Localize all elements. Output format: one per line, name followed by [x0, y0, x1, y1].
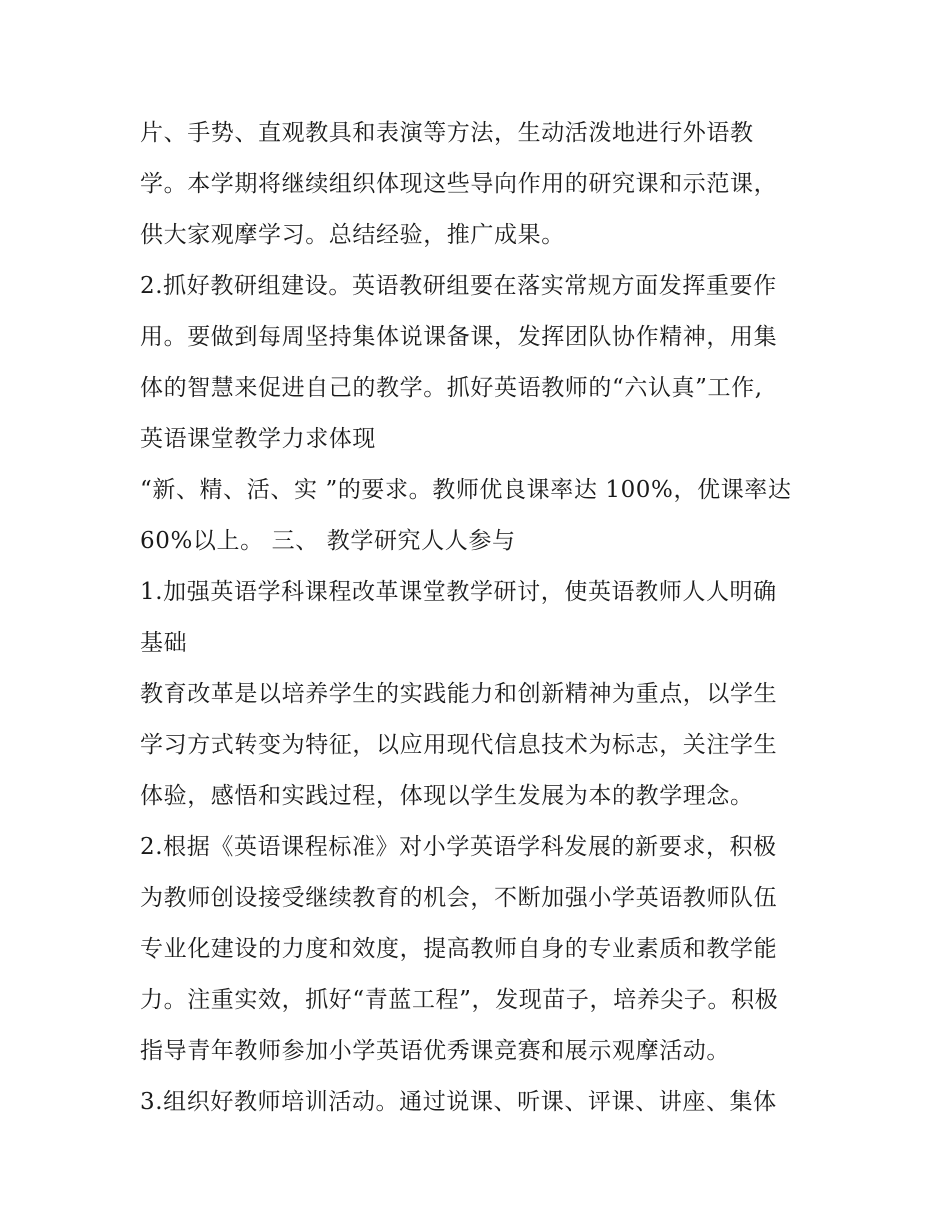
text-line: 指导青年教师参加小学英语优秀课竞赛和展示观摩活动。 [140, 1038, 730, 1064]
text-line: “新、精、活、实 ”的要求。教师优良课率达 100%，优课率达 [140, 477, 792, 503]
text-line: 体验，感悟和实践过程，体现以学生发展为本的教学理念。 [140, 783, 754, 809]
text-line: 力。注重实效，抓好“青蓝工程”，发现苗子，培养尖子。积极 [140, 987, 779, 1013]
text-line: 英语课堂教学力求体现 [140, 426, 376, 452]
text-line: 60%以上。 三、 教学研究人人参与 [140, 528, 516, 554]
text-line: 2.抓好教研组建设。英语教研组要在落实常规方面发挥重要作 [140, 273, 777, 299]
text-line: 片、手势、直观教具和表演等方法，生动活泼地进行外语教 [140, 120, 754, 146]
text-line: 3.组织好教师培训活动。通过说课、听课、评课、讲座、集体 [140, 1089, 777, 1115]
text-line: 用。要做到每周坚持集体说课备课，发挥团队协作精神，用集 [140, 324, 778, 350]
text-line: 教育改革是以培养学生的实践能力和创新精神为重点，以学生 [140, 681, 778, 707]
text-line: 专业化建设的力度和效度，提高教师自身的专业素质和教学能 [140, 936, 778, 962]
text-line: 基础 [140, 630, 188, 656]
text-line: 2.根据《英语课程标准》对小学英语学科发展的新要求，积极 [140, 834, 777, 860]
text-line: 学。本学期将继续组织体现这些导向作用的研究课和示范课， [140, 171, 778, 197]
text-line: 为教师创设接受继续教育的机会，不断加强小学英语教师队伍 [140, 885, 778, 911]
body-text [140, 108, 830, 1128]
text-line: 供大家观摩学习。总结经验，推广成果。 [140, 222, 565, 248]
text-line: 1.加强英语学科课程改革课堂教学研讨，使英语教师人人明确 [140, 579, 777, 605]
text-line: 体的智慧来促进自己的教学。抓好英语教师的“六认真”工作, [140, 375, 763, 401]
text-line: 学习方式转变为特征，以应用现代信息技术为标志，关注学生 [140, 732, 778, 758]
